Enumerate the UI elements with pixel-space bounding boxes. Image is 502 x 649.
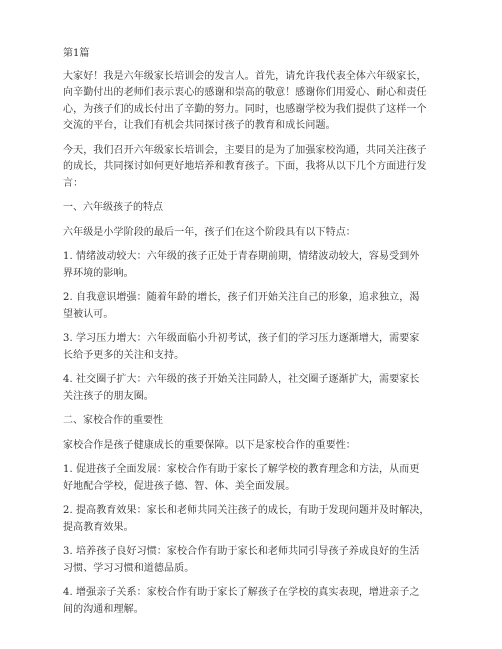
list-item: 2. 自我意识增强：随着年龄的增长，孩子们开始关注自己的形象，追求独立，渴 望被认可。 [63,292,420,320]
section-lead: 家校合作是孩子健康成长的重要保障。以下是家校合作的重要性： [63,439,356,451]
list-item: 2. 提高教育效果：家长和老师共同关注孩子的成长，有助于发现问题并及时解决， 提高教育效果。 [63,505,430,533]
section-heading-cooperation: 二、家校合作的重要性 [63,415,163,426]
intro-paragraph: 大家好！我是六年级家长培训会的发言人。首先，请允许我代表全体六年级家长， 向辛勤付出的老师们表示衷心的感谢和崇高的敬意！感谢你们用爱心、耐心和责任 心，为孩子们的成长付出了辛勤的努力。同时，也感谢学校为我们提供了这样一个 交流的平台，让我们有机会共同探讨孩子的教育和成长问题。 [63,70,427,131]
list-item: 4. 社交圈子扩大：六年级的孩子开始关注同龄人，社交圈子逐渐扩大，需要家长 关注孩子的朋友圈。 [63,374,420,402]
purpose-paragraph: 今天，我们召开六年级家长培训会，主要目的是为了加强家校沟通，共同关注孩子 的成长，共同探讨如何更好地培养和教育孩子。下面，我将从以下几个方面进行发 言： [63,144,427,189]
list-item: 1. 促进孩子全面发展：家校合作有助于家长了解学校的教育理念和方法，从而更 好地配合学校，促进孩子德、智、体、美全面发展。 [63,464,420,492]
document-body [63,46,443,626]
document-title: 第1篇 [63,48,90,59]
section-heading-characteristics: 一、六年级孩子的特点 [63,202,163,213]
list-item: 1. 情绪波动较大：六年级的孩子正处于青春期前期，情绪波动较大，容易受到外 界环境的影响。 [63,251,420,279]
list-item: 4. 增强亲子关系：家校合作有助于家长了解孩子在学校的真实表现，增进亲子之 间的沟通和理解。 [63,587,420,615]
section-lead: 六年级是小学阶段的最后一年，孩子们在这个阶段具有以下特点： [63,226,356,238]
list-item: 3. 学习压力增大：六年级面临小升初考试，孩子们的学习压力逐渐增大，需要家 长给予更多的关注和支持。 [63,333,420,361]
list-item: 3. 培养孩子良好习惯：家校合作有助于家长和老师共同引导孩子养成良好的生活 习惯、学习习惯和道德品质。 [63,546,420,574]
